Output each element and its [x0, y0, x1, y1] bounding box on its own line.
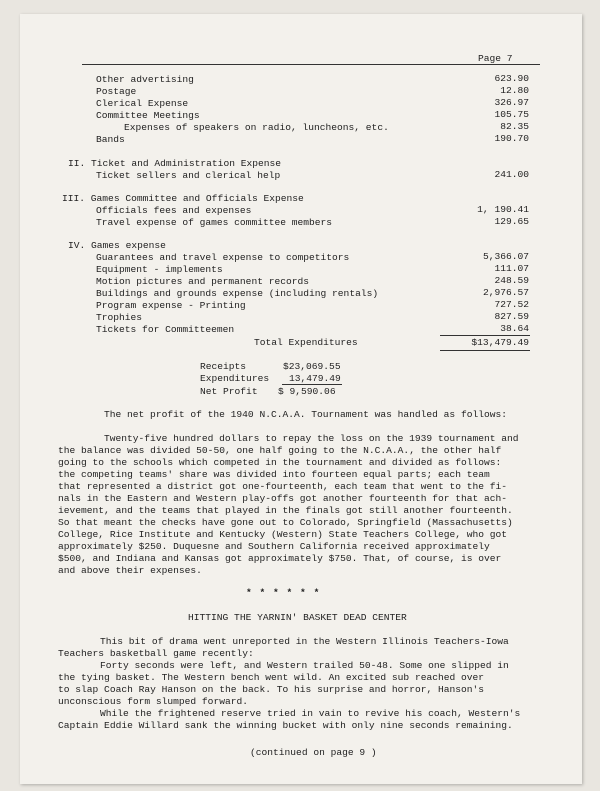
expense-amount: 38.64	[500, 323, 529, 334]
expense-amount: 129.65	[494, 216, 529, 227]
total-double-rule	[440, 350, 530, 351]
expense-amount: 190.70	[494, 133, 529, 144]
story-line: Captain Eddie Willard sank the winning bucket with only nine seconds remaining.	[58, 720, 513, 731]
total-label: Total Expenditures	[254, 337, 358, 348]
summary-label: Expenditures	[200, 373, 270, 384]
page-number: Page 7	[478, 53, 513, 64]
expense-label: Guarantees and travel expense to competitors	[96, 252, 350, 263]
paragraph-line: $500, and Indiana and Kansas got approximately $750. That, of course, is over	[58, 553, 502, 564]
asterisk-separator: * * * * * *	[246, 587, 321, 598]
expense-label: Equipment - implements	[96, 264, 223, 275]
expense-label: Ticket sellers and clerical help	[96, 170, 281, 181]
expense-amount: 111.07	[494, 263, 529, 274]
section-heading: III. Games Committee and Officials Expense	[62, 193, 304, 204]
net-profit-line: The net profit of the 1940 N.C.A.A. Tournament was handled as follows:	[104, 409, 508, 420]
story-line: the tying basket. The Western bench went wild. An excited sub reached over	[58, 672, 485, 683]
section-heading: IV. Games expense	[68, 240, 166, 251]
paragraph-line: that represented a district got one-fourteenth, each team that went to the fi-	[58, 481, 508, 492]
paragraph-line: So that meant the checks have gone out to Colorado, Springfield (Massachusetts)	[58, 517, 513, 528]
expense-amount: 827.59	[494, 311, 529, 322]
paragraph-line: going to the schools which competed in the tournament and divided as follows:	[58, 457, 502, 468]
expense-amount: 623.90	[494, 73, 529, 84]
paragraph-line: the balance was divided 50-50, one half going to the N.C.A.A., the other half	[58, 445, 502, 456]
expense-amount: 2,976.57	[482, 287, 529, 298]
expense-label: Trophies	[96, 312, 143, 323]
expense-amount: 12.80	[500, 85, 529, 96]
expense-label: Tickets for Committeemen	[96, 324, 235, 335]
expense-amount: 241.00	[494, 169, 529, 180]
summary-label: Net Profit	[200, 386, 258, 397]
continued-note: (continued on page 9 )	[250, 747, 377, 758]
expense-label: Program expense - Printing	[96, 300, 246, 311]
paragraph-line: approximately $250. Duquesne and Southern California received approximately	[58, 541, 490, 552]
paragraph-line: nals in the Eastern and Western play-offs got another fourteenth for that ach-	[58, 493, 508, 504]
story-line: While the frightened reserve tried in vain to revive his coach, Western's	[100, 708, 521, 719]
expense-amount: 5,366.07	[482, 251, 529, 262]
paragraph-line: the competing teams' share was divided into fourteen equal parts; each team	[58, 469, 490, 480]
header-rule	[82, 64, 540, 65]
story-line: to slap Coach Ray Hanson on the back. To his surprise and horror, Hanson's	[58, 684, 485, 695]
expense-label: Travel expense of games committee members	[96, 217, 333, 228]
expense-label: Bands	[96, 134, 125, 145]
expense-amount: 727.52	[494, 299, 529, 310]
paragraph-line: Twenty-five hundred dollars to repay the loss on the 1939 tournament and	[104, 433, 519, 444]
paragraph-line: ievement, and the teams that played in the finals got still another fourteenth.	[58, 505, 513, 516]
summary-amount: 13,479.49	[289, 373, 341, 384]
section-heading: II. Ticket and Administration Expense	[68, 158, 282, 169]
expense-amount: 1, 190.41	[477, 204, 529, 215]
story-line: Teachers basketball game recently:	[58, 648, 254, 659]
expense-amount: 105.75	[494, 109, 529, 120]
expense-label: Committee Meetings	[96, 110, 200, 121]
expense-label: Expenses of speakers on radio, luncheons, etc.	[124, 122, 389, 133]
paragraph-line: College, Rice Institute and Kentucky (Western) State Teachers College, who got	[58, 529, 508, 540]
expense-label: Officials fees and expenses	[96, 205, 252, 216]
expense-amount: 326.97	[494, 97, 529, 108]
expense-label: Postage	[96, 86, 137, 97]
expense-label: Buildings and grounds expense (including rentals)	[96, 288, 379, 299]
summary-label: Receipts	[200, 361, 247, 372]
document-page	[20, 14, 582, 784]
subtotal-rule	[440, 335, 530, 336]
summary-rule	[282, 384, 342, 385]
expense-label: Motion pictures and permanent records	[96, 276, 310, 287]
story-line: Forty seconds were left, and Western trailed 50-48. Some one slipped in	[100, 660, 509, 671]
expense-amount: 82.35	[500, 121, 529, 132]
total-amount: $13,479.49	[471, 337, 529, 348]
story-title: HITTING THE YARNIN' BASKET DEAD CENTER	[188, 612, 407, 623]
paragraph-line: and above their expenses.	[58, 565, 202, 576]
expense-amount: 248.59	[494, 275, 529, 286]
expense-label: Clerical Expense	[96, 98, 189, 109]
expense-label: Other advertising	[96, 74, 194, 85]
summary-amount: $ 9,590.06	[278, 386, 336, 397]
story-line: This bit of drama went unreported in the Western Illinois Teachers-Iowa	[100, 636, 509, 647]
story-line: unconscious form slumped forward.	[58, 696, 248, 707]
summary-amount: $23,069.55	[283, 361, 341, 372]
